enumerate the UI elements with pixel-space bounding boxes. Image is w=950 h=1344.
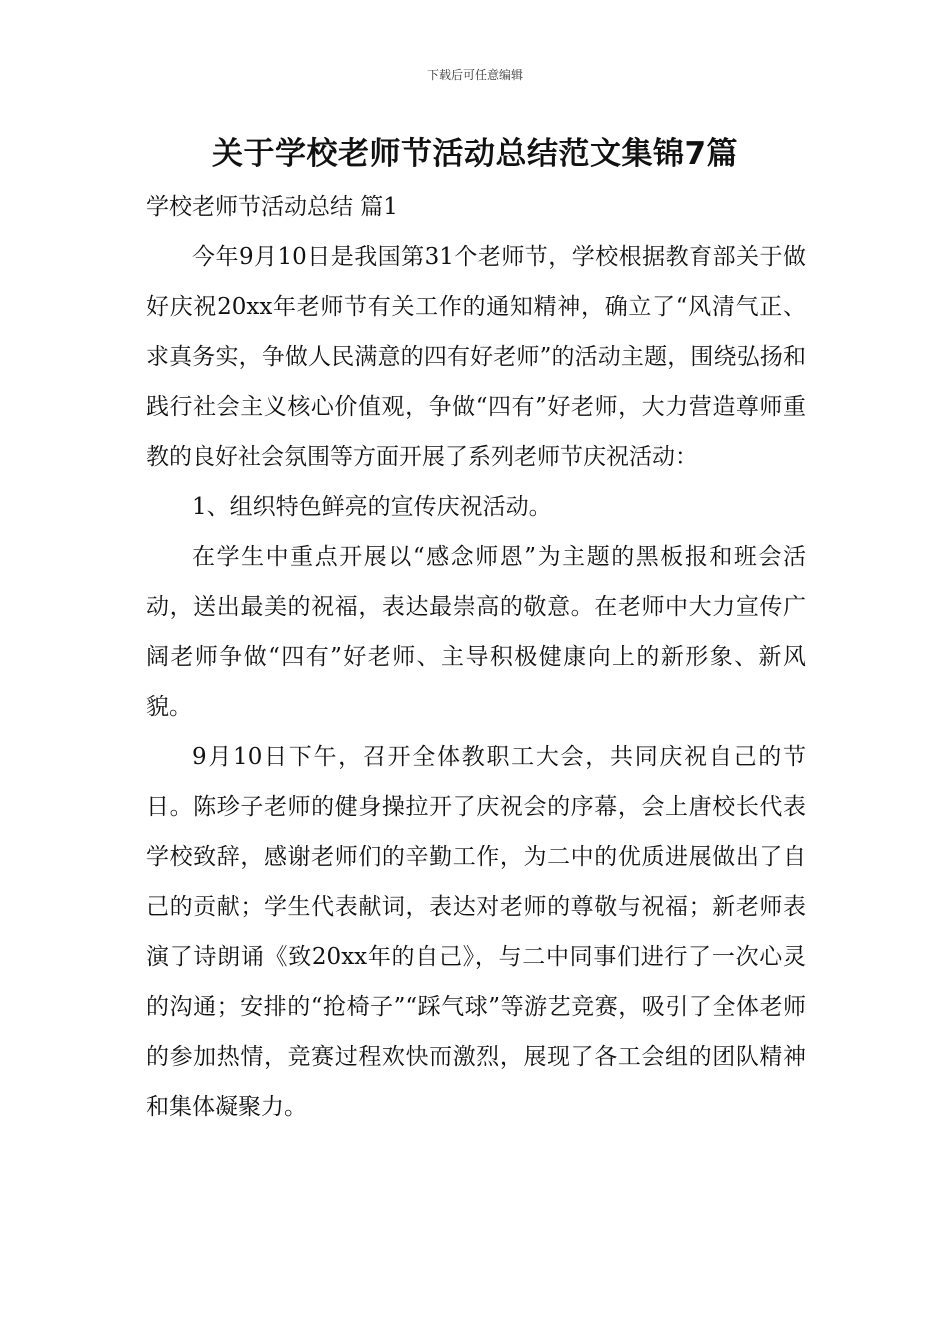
header-note: 下载后可任意编辑	[426, 68, 523, 82]
paragraph-publicity: 在学生中重点开展以“感念师恩”为主题的黑板报和班会活动，送出最美的祝福，表达最崇高的敬意。在老师中大力宣传广阔老师争做“四有”好老师、主导积极健康向上的新形象、新风貌。	[146, 544, 806, 720]
document-title: 关于学校老师节活动总结范文集锦7篇	[211, 136, 739, 172]
paragraph-intro: 今年9月10日是我国第31个老师节，学校根据教育部关于做好庆祝20xx年老师节有关工作的通知精神，确立了“风清气正、求真务实，争做人民满意的四有好老师”的活动主题，围绕弘扬和践行社会主义核心价值观，争做“四有”好老师，大力营造尊师重教的良好社会氛围等方面开展了系列老师节庆祝活动：	[146, 244, 806, 470]
document-body	[146, 182, 806, 1132]
section-heading: 学校老师节活动总结 篇1	[146, 194, 398, 220]
paragraph-item-1: 1、组织特色鲜亮的宣传庆祝活动。	[192, 494, 552, 520]
paragraph-meeting: 9月10日下午，召开全体教职工大会，共同庆祝自己的节日。陈珍子老师的健身操拉开了庆祝会的序幕，会上唐校长代表学校致辞，感谢老师们的辛勤工作，为二中的优质进展做出了自己的贡献；学生代表献词，表达对老师的尊敬与祝福；新老师表演了诗朗诵《致20xx年的自己》，与二中同事们进行了一次心灵的沟通；安排的“抢椅子”“踩气球”等游艺竞赛，吸引了全体老师的参加热情，竞赛过程欢快而激烈，展现了各工会组的团队精神和集体凝聚力。	[146, 744, 806, 1120]
